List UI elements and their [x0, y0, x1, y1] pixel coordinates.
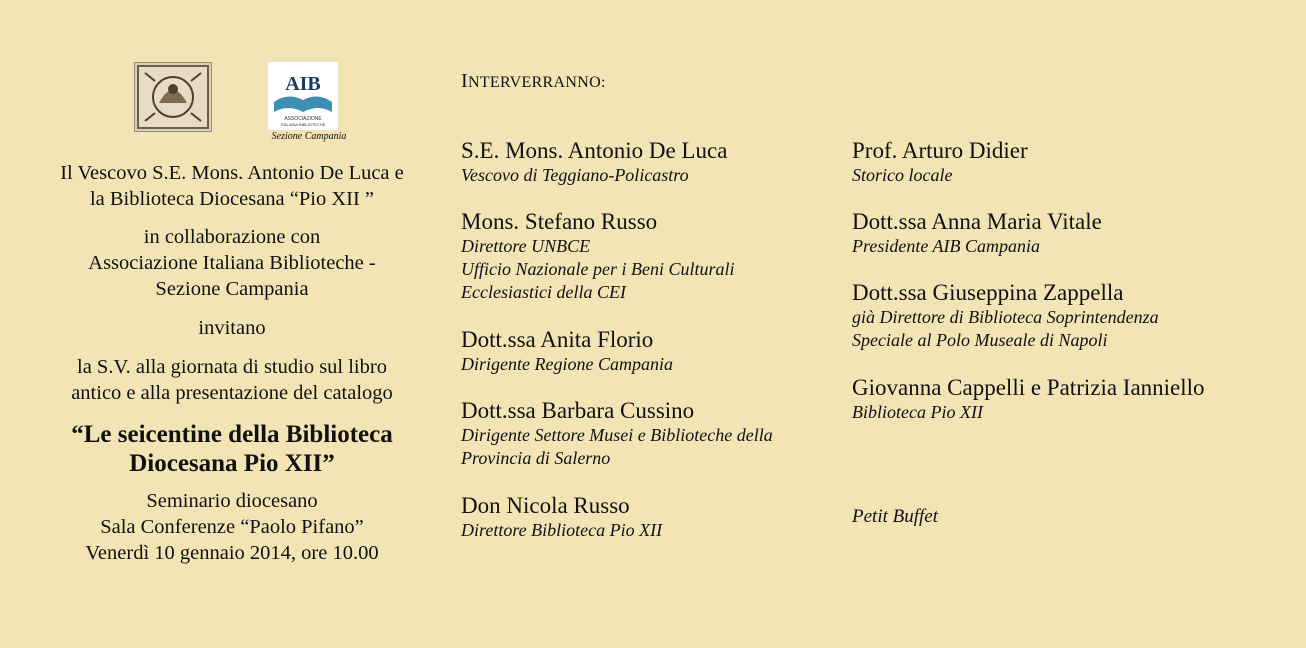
speaker-role: Presidente AIB Campania: [852, 236, 1040, 256]
venue-line-1: Seminario diocesano: [146, 490, 318, 512]
speaker-role: già Direttore di Biblioteca Soprintendenza: [852, 307, 1159, 327]
speaker-entry: [461, 138, 727, 187]
speaker-role: Speciale al Polo Museale di Napoli: [852, 330, 1108, 350]
speaker-name: Don Nicola Russo: [461, 493, 630, 518]
speaker-name: Dott.ssa Barbara Cussino: [461, 398, 695, 423]
svg-text:ASSOCIAZIONE: ASSOCIAZIONE: [284, 116, 322, 122]
catalog-title-1: “Le seicentine della Biblioteca: [71, 421, 393, 448]
speaker-name: S.E. Mons. Antonio De Luca: [461, 138, 728, 163]
speaker-name: Giovanna Cappelli e Patrizia Ianniello: [852, 375, 1205, 400]
speaker-role: Storico locale: [852, 165, 953, 185]
speakers-header: [461, 70, 606, 93]
svg-text:ITALIANA BIBLIOTECHE: ITALIANA BIBLIOTECHE: [280, 122, 326, 127]
event-date: Venerdì 10 gennaio 2014, ore 10.00: [85, 542, 379, 564]
speaker-role: Ufficio Nazionale per i Beni Culturali: [461, 259, 735, 279]
speaker-entry: [852, 280, 1159, 352]
venue-line-2: Sala Conferenze “Paolo Pifano”: [100, 516, 364, 538]
petit-buffet: Petit Buffet: [852, 506, 939, 527]
speaker-role: Biblioteca Pio XII: [852, 402, 983, 422]
diocese-seal-icon: [134, 62, 212, 132]
speaker-entry: [852, 138, 1028, 187]
speaker-role: Dirigente Regione Campania: [461, 354, 673, 374]
intro-line-1: Il Vescovo S.E. Mons. Antonio De Luca e: [60, 162, 404, 184]
speaker-entry: [461, 327, 673, 376]
aib-logo-text: AIB: [285, 73, 321, 95]
speaker-name: Prof. Arturo Didier: [852, 138, 1028, 163]
speakers-header-rest: NTERVERRANNO:: [467, 74, 606, 91]
speaker-entry: [852, 209, 1102, 258]
collab-line-2: Associazione Italiana Biblioteche -: [88, 252, 376, 274]
catalog-title-2: Diocesana Pio XII”: [129, 450, 335, 477]
invitano: invitano: [198, 317, 266, 339]
invite-line-2: antico e alla presentazione del catalogo: [71, 382, 393, 404]
speaker-role: Ecclesiastici della CEI: [461, 282, 626, 302]
speaker-entry: [852, 375, 1205, 424]
speaker-role: Direttore Biblioteca Pio XII: [461, 520, 663, 540]
speaker-role: Provincia di Salerno: [461, 448, 611, 468]
invite-line-1: la S.V. alla giornata di studio sul libro: [77, 356, 387, 378]
speaker-entry: [461, 493, 662, 542]
invitation-text: [30, 160, 434, 566]
speaker-name: Mons. Stefano Russo: [461, 209, 658, 234]
collab-line-1: in collaborazione con: [143, 226, 321, 248]
speaker-role: Vescovo di Teggiano-Policastro: [461, 165, 689, 185]
speaker-entry: [461, 398, 773, 470]
aib-logo: [268, 62, 338, 130]
collab-line-3: Sezione Campania: [155, 278, 309, 300]
intro-line-2: la Biblioteca Diocesana “Pio XII ”: [89, 188, 375, 210]
speakers-header-cap: I: [461, 70, 468, 92]
speaker-name: Dott.ssa Giuseppina Zappella: [852, 280, 1124, 305]
speaker-name: Dott.ssa Anita Florio: [461, 327, 654, 352]
speaker-entry: [461, 209, 735, 304]
speaker-role: Dirigente Settore Musei e Biblioteche della: [461, 425, 773, 445]
speaker-name: Dott.ssa Anna Maria Vitale: [852, 209, 1102, 234]
aib-caption: Sezione Campania: [271, 131, 347, 142]
speaker-role: Direttore UNBCE: [461, 236, 591, 256]
